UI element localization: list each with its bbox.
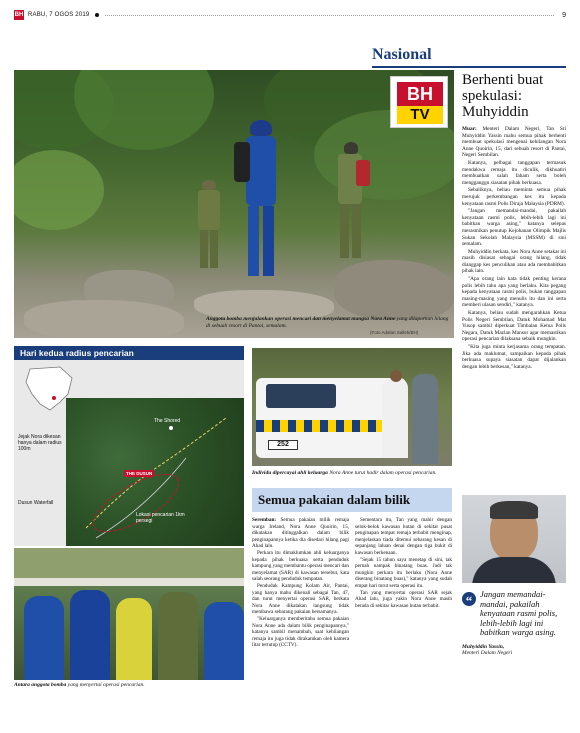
page-number: 9 xyxy=(562,11,566,19)
car-photo-caption xyxy=(252,470,452,477)
bottom-photo-caption-bold: Antara anggota bomba xyxy=(14,682,67,688)
top-photo-caption-rest: yang dilaporkan hilang di sebuah resort di Pantai, semalam. xyxy=(206,316,449,329)
clothing-article-paragraph: Sementara itu, Tan yang mahir dengan selok-belok kawasan hutan di sekitar pusat penginapan tempat remaja terbabit menginap, menjelaskan tiada ditemui sebarang kesan di sepanjang laluan denai dengan tiga bukit di kawasan berkenaan. xyxy=(355,517,452,556)
main-article-paragraph: Katanya, pelbagai tanggapan termasuk mendakwa remaja itu diculik, dikhuatiri membuatkan salah faham serta boleh mengganggu siasatan pihak berkuasa. xyxy=(462,159,566,186)
muhyiddin-portrait xyxy=(462,495,566,583)
map-label-lokasi: Lokasi pencarian 1km persegi xyxy=(136,512,185,524)
main-article-paragraph: Muar: Menteri Dalam Negeri, Tan Sri Muhyiddin Yassin mahu semua pihak berhenti membuat spekulasi mengenai kehilangan Nora Anne Quoirin, 15, dari sebuah resort di Pantai, Negeri Sembilan. xyxy=(462,126,567,159)
map-title: Hari kedua radius pencarian xyxy=(14,346,244,360)
main-article-paragraph: "Apa orang lain kata tidak penting kerana polis lebih tahu apa yang berlaku. Kita pegang kepada kenyataan rasmi polis, bukan tanggapan masing-masing yang menulis itu dan ini serta memberi ulasan sendiri," katanya. xyxy=(462,276,566,309)
quote-attribution-name: Muhyiddin Yassin, xyxy=(462,643,505,650)
satellite-map xyxy=(66,398,244,546)
clothing-article-column-2 xyxy=(355,517,452,649)
map-label-waterfall: Dusun Waterfall xyxy=(18,500,54,506)
clothing-article-body xyxy=(252,517,452,649)
main-article-headline: Berhenti buat spekulasi: Muhyiddin xyxy=(462,72,544,120)
clothing-article-headline: Semua pakaian dalam bilik xyxy=(252,488,452,512)
bhtv-logo xyxy=(390,76,448,128)
car-photo-caption-bold: Individu dipercayai ahli keluarga xyxy=(252,470,328,476)
main-article-paragraph: Muhyiddin berkata, kes Nora Anne setakat ini masih disiasat sebagai orang hilang, tidak dianggap kes penculikan atau ada membabitkan pihak lain. xyxy=(462,248,566,275)
separator-dot xyxy=(95,13,99,17)
header-rule xyxy=(105,15,554,16)
search-operation-photo xyxy=(14,70,454,338)
top-photo-caption-bold: Anggota bomba menjalankan operasi mencari dan menyelamat mangsa Nora Anne xyxy=(206,316,396,322)
bh-logo: BH xyxy=(14,12,24,18)
bottom-photo-caption-rest: yang menyertai operasi pencarian. xyxy=(67,682,145,688)
issue-date: RABU, 7 OGOS 2019 xyxy=(28,12,90,18)
clothing-article-paragraph: Tan yang menyertai operasi SAR sejak Ahad lalu, juga yakin Nora Anne masih berada di sekitar kawasan hutan terbabit. xyxy=(355,589,452,609)
clothing-article-paragraph: "Sejak 15 tahun saya menetap di sini, tak pernah nampak binatang buas. Jadi tak mungkin perkara itu berlaku (Nora Anne diserang binatang buas)," katanya yang sudah empat hari turut serta operasi itu. xyxy=(355,556,452,589)
bhtv-logo-tv: TV xyxy=(397,106,443,124)
top-photo-caption xyxy=(206,316,454,330)
bottom-photo-caption xyxy=(14,682,244,688)
main-article-paragraph: Katanya, beliau sudah mengarahkan Ketua Polis Negeri Sembilan, Datuk Mohamad Mat Yusop sambil diperkuat Timbalan Ketua Polis Negara, Datuk Mazlan Mansor agar memastikan operasi pencarian dilaksana sebaik mungkin. xyxy=(462,310,566,343)
main-article-paragraph: "Jangan memandai-mandai, pakailah kenyataan rasmi polis, lebih-lebih lagi ini babitkan warga asing," katanya selepas merasmikan penutup Kejohanan Olimpik Majlis Sukan Sekolah Malaysia (MSSM) di sini semalam. xyxy=(462,208,566,248)
section-title: Nasional xyxy=(372,46,432,63)
main-article-paragraph: Sebaliknya, beliau meminta semua pihak merujuk perkembangan kes itu kepada kenyataan rasmi Polis Diraja Malaysia (PDRM). xyxy=(462,187,566,207)
map-note-radius: Jejak Nora dikesan hanya dalam radius 100m xyxy=(18,434,62,452)
clothing-article xyxy=(252,488,452,649)
bomba-team-photo xyxy=(14,548,244,680)
car-plate: 252 xyxy=(268,440,298,450)
page-header xyxy=(14,8,566,22)
bhtv-logo-bh: BH xyxy=(397,82,443,106)
clothing-article-paragraph: "Keluarganya memberitahu semua pakaian Nora Anne ada dalam bilik penginapannya," katanya sambil menambah, saat kehilangan remaja itu juga tidak dirakamkan oleh kamera litar tertutup (CCTV). xyxy=(252,616,349,648)
quote-mark-icon: “ xyxy=(462,592,476,606)
clothing-article-column-1 xyxy=(252,517,349,649)
section-rule xyxy=(372,66,566,68)
pull-quote xyxy=(462,590,566,656)
clothing-article-paragraph: Perkara itu dimaklumkan ahli keluarganya kepada pihak berkuasa serta penduduk kampung yang membantu operasi mencari dan menyelamat (SAR) di kawasan tersebut, kata salah seorang penduduk tempatan. xyxy=(252,550,349,582)
map-label-dusun: THE DUSUN xyxy=(126,471,153,476)
police-car-photo xyxy=(252,348,452,466)
clothing-article-paragraph: Penduduk Kampung Kolam Air, Pantai, yang hanya mahu dikenali sebagai Tan, 47, dan turut menyertai operasi SAR, berkata Nora Anne dikatakan langsung tidak membawa sebarang pakaian bersamanya. xyxy=(252,583,349,615)
car-photo-caption-rest: Nora Anne turut hadir dalam operasi pencarian. xyxy=(329,470,437,476)
quote-text: Jangan memandai-mandai, pakailah kenyataan rasmi polis, lebih-lebih lagi ini babitkan warga asing. xyxy=(480,589,558,637)
map-label-shored: The Shored xyxy=(154,418,181,424)
search-radius-map xyxy=(14,346,244,546)
main-article-paragraph: "Kita juga minta kerjasama orang tempatan. Jika ada maklumat, sampaikan kepada pihak berkuasa supaya siasatan dapat dijalankan dengan lebih berkesan," katanya. xyxy=(462,344,566,370)
quote-attribution-role: Menteri Dalam Negeri xyxy=(462,649,513,656)
main-article xyxy=(462,72,566,371)
photo-credit: (Foto Adalan Salleh/BH) xyxy=(370,330,419,335)
clothing-article-paragraph: Seremban: Semua pakaian milik remaja warga Ireland, Nora Anne Quoirin, 15, dikatakan ditinggalkan dalam bilik penginapannya ketika dia disedari hilang pagi Ahad lalu. xyxy=(252,517,349,549)
